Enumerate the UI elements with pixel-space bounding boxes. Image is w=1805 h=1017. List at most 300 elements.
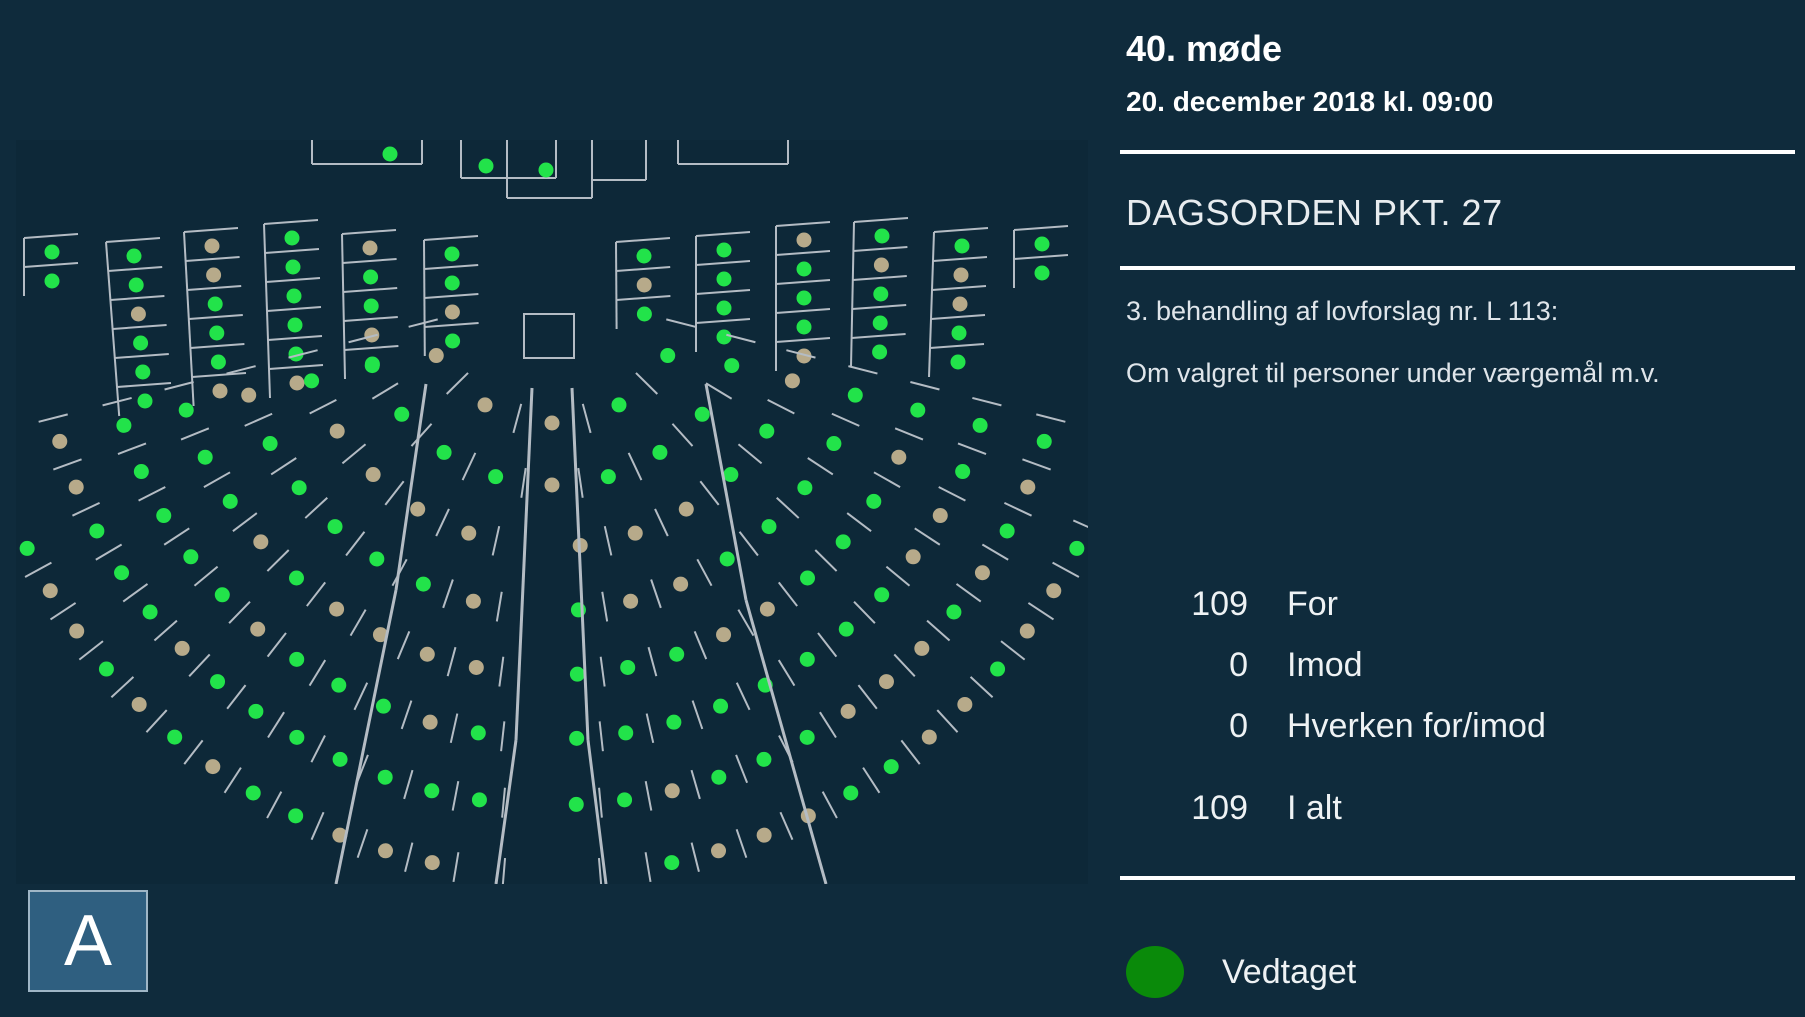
seat <box>637 278 652 293</box>
seat <box>873 287 888 302</box>
seat-divider <box>655 509 668 536</box>
seat <box>198 450 213 465</box>
seat-divider <box>1014 226 1068 230</box>
seat <box>717 301 732 316</box>
seat <box>975 565 990 580</box>
seat <box>445 276 460 291</box>
seat <box>652 445 667 460</box>
seat-divider <box>424 265 478 269</box>
seat <box>99 662 114 677</box>
vote-count-against: 0 <box>1229 646 1248 684</box>
seat-divider <box>96 545 122 560</box>
seat <box>43 583 58 598</box>
seat-divider <box>123 584 147 602</box>
seat <box>952 326 967 341</box>
seat <box>1046 583 1061 598</box>
seat-divider <box>852 334 906 338</box>
seat <box>383 147 398 162</box>
chamber-badge-letter: A <box>63 901 113 981</box>
seat <box>479 159 494 174</box>
seat-divider <box>1053 563 1079 577</box>
seat-divider <box>700 481 718 505</box>
seat-divider <box>312 812 324 839</box>
seat <box>132 697 147 712</box>
seat <box>210 674 225 689</box>
seat <box>331 678 346 693</box>
seat <box>45 274 60 289</box>
seat-divider <box>737 829 747 857</box>
vote-count-abstain: 0 <box>1229 707 1248 745</box>
seat-divider <box>808 458 833 474</box>
seat <box>127 249 142 264</box>
result-status-label: Vedtaget <box>1222 953 1357 991</box>
seat <box>906 549 921 564</box>
seat <box>156 508 171 523</box>
seat-divider <box>521 468 525 498</box>
seat <box>836 534 851 549</box>
divider <box>1120 150 1795 154</box>
seat-divider <box>776 251 830 255</box>
seat <box>797 233 812 248</box>
seat <box>716 627 731 642</box>
seat-divider <box>776 222 830 226</box>
seat <box>285 231 300 246</box>
seat <box>241 388 256 403</box>
seat-divider <box>636 373 657 394</box>
seat <box>363 241 378 256</box>
seat-divider <box>268 712 284 737</box>
seat <box>955 464 970 479</box>
seat-divider <box>513 404 521 433</box>
seat-divider <box>823 792 837 818</box>
vote-row-against <box>1120 646 1796 694</box>
seat <box>826 436 841 451</box>
seat <box>143 605 158 620</box>
seat-divider <box>51 603 76 619</box>
seat-divider <box>695 631 707 659</box>
seat <box>445 305 460 320</box>
seat <box>872 345 887 360</box>
seat-divider <box>39 414 68 421</box>
seat-divider <box>854 602 875 624</box>
seat <box>800 570 815 585</box>
seat-divider <box>118 443 146 454</box>
seat-divider <box>453 781 459 810</box>
seat <box>891 450 906 465</box>
seat-divider <box>780 812 792 839</box>
vote-label-against: Imod <box>1287 646 1363 684</box>
seat-divider <box>411 424 431 446</box>
seat <box>246 785 261 800</box>
seat-divider <box>848 366 877 373</box>
seat-divider <box>930 344 984 348</box>
seat-divider <box>931 315 985 319</box>
seat <box>756 752 771 767</box>
seat <box>209 326 224 341</box>
seat <box>1035 237 1050 252</box>
seat-divider <box>189 315 243 319</box>
seat-divider <box>225 768 241 793</box>
seat-divider <box>649 647 657 676</box>
seat <box>215 587 230 602</box>
seat-divider <box>972 398 1001 405</box>
seat <box>601 469 616 484</box>
seat <box>129 278 144 293</box>
seat <box>957 697 972 712</box>
seat <box>183 549 198 564</box>
seat <box>660 348 675 363</box>
seat <box>611 397 626 412</box>
seat <box>250 622 265 637</box>
seat <box>114 565 129 580</box>
seat-divider <box>311 736 325 763</box>
seat <box>953 297 968 312</box>
seat <box>875 229 890 244</box>
seat <box>569 731 584 746</box>
seat-divider <box>853 276 907 280</box>
seat-divider <box>343 288 397 292</box>
seat <box>69 624 84 639</box>
seat <box>695 407 710 422</box>
seat <box>410 502 425 517</box>
seat <box>253 534 268 549</box>
seat <box>1035 266 1050 281</box>
seat-divider <box>852 305 906 309</box>
seat-divider <box>24 263 78 267</box>
seat <box>539 163 554 178</box>
seat-divider <box>672 424 692 446</box>
seat-divider <box>342 230 396 234</box>
seat <box>290 376 305 391</box>
seat-divider <box>1073 520 1088 532</box>
seat-divider <box>354 683 367 710</box>
seat-divider <box>932 286 986 290</box>
seat-divider <box>425 323 479 327</box>
seat-divider <box>691 770 699 799</box>
seat <box>289 730 304 745</box>
seat-divider <box>1028 603 1053 619</box>
seat-divider <box>307 582 325 606</box>
seat-divider <box>204 472 230 487</box>
seat <box>1020 480 1035 495</box>
seat <box>206 268 221 283</box>
info-panel <box>1120 0 1796 1017</box>
seat-divider <box>344 317 398 321</box>
chamber-badge <box>28 890 148 992</box>
seat-divider <box>666 319 695 326</box>
seat <box>720 551 735 566</box>
seat-divider <box>110 296 164 300</box>
seat-divider <box>647 714 654 743</box>
seat <box>437 445 452 460</box>
seat <box>1000 523 1015 538</box>
seat-divider <box>818 633 836 657</box>
seat-divider <box>957 584 981 602</box>
divider <box>1120 876 1795 880</box>
seat-divider <box>372 383 398 399</box>
seat-divider <box>740 532 758 556</box>
seat <box>1069 541 1084 556</box>
seat-divider <box>108 267 162 271</box>
seat <box>955 239 970 254</box>
seat-divider <box>310 400 337 414</box>
seat-divider <box>820 712 836 737</box>
seat <box>394 407 409 422</box>
seat-divider <box>779 660 795 686</box>
seat-divider <box>424 236 478 240</box>
seat-divider <box>692 843 699 872</box>
vote-row-for <box>1120 585 1796 633</box>
seat <box>131 307 146 322</box>
seat-divider <box>779 582 797 606</box>
seat <box>179 403 194 418</box>
seat-divider <box>738 444 761 463</box>
seat <box>461 526 476 541</box>
seat-divider <box>181 428 209 439</box>
seat-divider <box>706 384 746 600</box>
seat-divider <box>847 513 871 531</box>
seat <box>666 715 681 730</box>
seat-divider <box>854 218 908 222</box>
seat-divider <box>187 286 241 290</box>
seat-divider <box>572 388 588 740</box>
agenda-title: DAGSORDEN PKT. 27 <box>1126 192 1503 233</box>
seat-divider <box>736 755 747 783</box>
seat-divider <box>503 858 505 884</box>
seat-divider <box>1036 414 1065 421</box>
seat <box>288 318 303 333</box>
seat-divider <box>600 721 603 751</box>
seat <box>797 480 812 495</box>
seat-divider <box>933 257 987 261</box>
seat-divider <box>895 428 923 439</box>
seat <box>874 258 889 273</box>
seat <box>879 674 894 689</box>
seat <box>429 348 444 363</box>
seat-divider <box>264 220 318 224</box>
seat <box>376 699 391 714</box>
seat <box>874 587 889 602</box>
seat-divider <box>346 532 364 556</box>
seat <box>469 660 484 675</box>
seat <box>286 260 301 275</box>
seat <box>1020 624 1035 639</box>
seat-divider <box>405 843 412 872</box>
seat-divider <box>605 526 612 555</box>
seat <box>211 355 226 370</box>
seat <box>378 843 393 858</box>
seat-divider <box>245 414 272 426</box>
seat-divider <box>863 768 879 793</box>
seat <box>797 320 812 335</box>
seat <box>866 494 881 509</box>
seat-divider <box>776 338 830 342</box>
seat <box>673 577 688 592</box>
seat <box>839 622 854 637</box>
seat-divider <box>267 792 281 818</box>
seat-divider <box>385 481 403 505</box>
seat-divider <box>588 740 606 884</box>
seat-divider <box>229 602 250 624</box>
seat <box>1037 434 1052 449</box>
seat-divider <box>937 710 957 732</box>
seat-divider <box>599 788 602 818</box>
seat-divider <box>583 404 591 433</box>
seat-divider <box>146 710 166 732</box>
seat-divider <box>853 247 907 251</box>
seat-divider <box>646 852 651 882</box>
seat <box>365 358 380 373</box>
seat <box>135 365 150 380</box>
seat-divider <box>496 740 516 884</box>
vote-row-total <box>1120 789 1796 837</box>
seat-divider <box>910 382 939 389</box>
seat <box>208 297 223 312</box>
seat <box>620 660 635 675</box>
seat <box>951 355 966 370</box>
vote-label-for: For <box>1287 585 1338 623</box>
seat <box>669 647 684 662</box>
seat-divider <box>268 336 322 340</box>
seat-divider <box>894 654 915 676</box>
seat-divider <box>227 685 245 709</box>
seat <box>478 397 493 412</box>
seat-divider <box>447 373 468 394</box>
seat-divider <box>72 503 99 516</box>
seat-divider <box>113 325 167 329</box>
seat-divider <box>776 280 830 284</box>
seating-svg <box>16 140 1088 884</box>
seat <box>665 783 680 798</box>
seat <box>973 418 988 433</box>
seat <box>213 384 228 399</box>
seat <box>922 730 937 745</box>
seat-divider <box>463 453 476 480</box>
result-status-dot <box>1126 946 1184 998</box>
seat-divider <box>629 453 642 480</box>
seat <box>637 249 652 264</box>
seat <box>69 480 84 495</box>
seat <box>45 245 60 260</box>
seat <box>679 502 694 517</box>
seat-divider <box>106 238 160 242</box>
seat-divider <box>858 685 876 709</box>
meeting-datetime: 20. december 2018 kl. 09:00 <box>1126 86 1494 117</box>
seat-divider <box>886 567 909 586</box>
seat-divider <box>192 373 246 377</box>
seat <box>759 424 774 439</box>
seat <box>623 594 638 609</box>
seat <box>488 469 503 484</box>
seat-divider <box>616 296 670 300</box>
seat-divider <box>342 444 365 463</box>
seat-divider <box>453 852 458 882</box>
seat-divider <box>186 257 240 261</box>
seat <box>628 526 643 541</box>
seat <box>134 464 149 479</box>
seat <box>618 725 633 740</box>
seat <box>664 855 679 870</box>
seat <box>724 358 739 373</box>
seat-divider <box>927 621 950 641</box>
seat-divider <box>268 633 286 657</box>
seat <box>990 662 1005 677</box>
seat <box>717 243 732 258</box>
seat <box>378 770 393 785</box>
seat <box>800 730 815 745</box>
seat <box>717 330 732 345</box>
seat <box>89 523 104 538</box>
seat-divider <box>646 781 652 810</box>
seat-divider <box>267 550 288 571</box>
seat <box>472 792 487 807</box>
seat <box>366 467 381 482</box>
seat-divider <box>402 701 412 729</box>
seat <box>330 424 345 439</box>
seat-divider <box>424 294 478 298</box>
seat-divider <box>53 459 81 469</box>
seat-divider <box>79 641 103 659</box>
seat-divider <box>616 242 617 329</box>
seat-divider <box>497 592 502 622</box>
seat-divider <box>696 232 750 236</box>
seat-divider <box>493 526 500 555</box>
seat-divider <box>267 307 321 311</box>
seat <box>263 436 278 451</box>
vote-count-total: 109 <box>1191 789 1248 827</box>
seat-divider <box>343 259 397 263</box>
seat <box>223 494 238 509</box>
seat-divider <box>342 234 345 379</box>
seat-divider <box>696 319 750 323</box>
seat <box>713 699 728 714</box>
seat-divider <box>516 388 532 740</box>
seat <box>711 843 726 858</box>
seat-divider <box>693 701 703 729</box>
seat-divider <box>901 740 919 764</box>
seat <box>205 759 220 774</box>
seat-divider <box>269 365 323 369</box>
seat <box>711 770 726 785</box>
seat <box>292 480 307 495</box>
seat <box>363 270 378 285</box>
seat-divider <box>746 600 826 884</box>
seat <box>466 594 481 609</box>
agenda-description-line-1: 3. behandling af lovforslag nr. L 113: <box>1126 296 1559 326</box>
seat-divider <box>874 472 900 487</box>
agenda-description-line-2: Om valgret til personer under værgemål m.v. <box>1126 358 1660 388</box>
seat <box>423 715 438 730</box>
seat <box>445 247 460 262</box>
seat <box>570 667 585 682</box>
vote-label-total: I alt <box>1287 789 1342 827</box>
seat-divider <box>189 654 210 676</box>
seat-divider <box>776 309 830 313</box>
seat-divider <box>696 290 750 294</box>
seat-divider <box>915 528 940 544</box>
seat-divider <box>194 567 217 586</box>
seat <box>133 336 148 351</box>
seat-divider <box>696 261 750 265</box>
seat <box>797 291 812 306</box>
seat <box>843 785 858 800</box>
seat <box>328 519 343 534</box>
seat <box>288 808 303 823</box>
seat-divider <box>305 498 327 518</box>
seat-divider <box>184 228 238 232</box>
seat-divider <box>616 238 670 242</box>
seat-divider <box>939 487 966 501</box>
